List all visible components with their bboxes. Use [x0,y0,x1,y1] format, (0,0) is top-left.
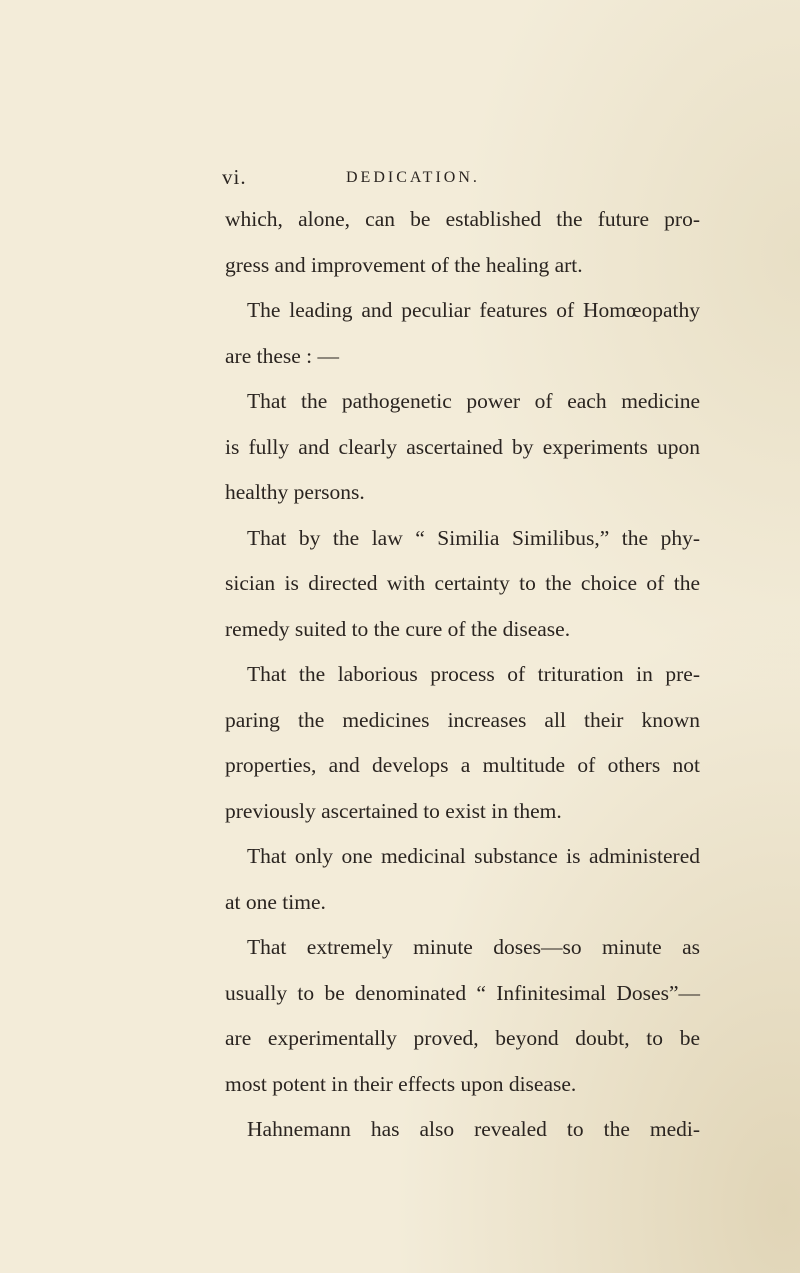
running-head [222,165,722,193]
text-line: paring the medicines increases all their known [225,707,700,732]
text-line: That the pathogenetic power of each medicine [247,389,700,413]
text-line: That only one medicinal substance is administered [247,844,700,868]
text-line: Hahnemann has also revealed to the medi- [247,1117,700,1141]
text-line: sician is directed with certainty to the choice of the [225,571,700,595]
text-line: usually to be denominated “ Infinitesimal Doses”— [225,980,700,1005]
body-text [225,197,700,1153]
text-line: The leading and peculiar features of Homœopathy [247,298,700,322]
text-line: remedy suited to the cure of the disease. [225,616,571,641]
text-line: previously ascertained to exist in them. [225,798,562,823]
text-line: That the laborious process of trituration in pre- [247,662,700,686]
text-line: which, alone, can be established the future pro- [225,207,700,231]
text-line: are experimentally proved, beyond doubt, to be [225,1026,700,1050]
running-title: DEDICATION. [346,169,480,186]
page-number: vi. [222,165,247,189]
text-line: That by the law “ Similia Similibus,” the phy- [247,525,700,550]
text-line: healthy persons. [225,480,365,504]
text-line: gress and improvement of the healing art. [225,252,583,277]
text-line: most potent in their effects upon disease. [225,1071,577,1096]
text-line: at one time. [225,889,326,914]
text-line: That extremely minute doses—so minute as [247,935,700,959]
text-line: are these : — [225,343,340,368]
text-line: properties, and develops a multitude of others not [225,753,700,777]
text-line: is fully and clearly ascertained by experiments upon [225,434,700,459]
